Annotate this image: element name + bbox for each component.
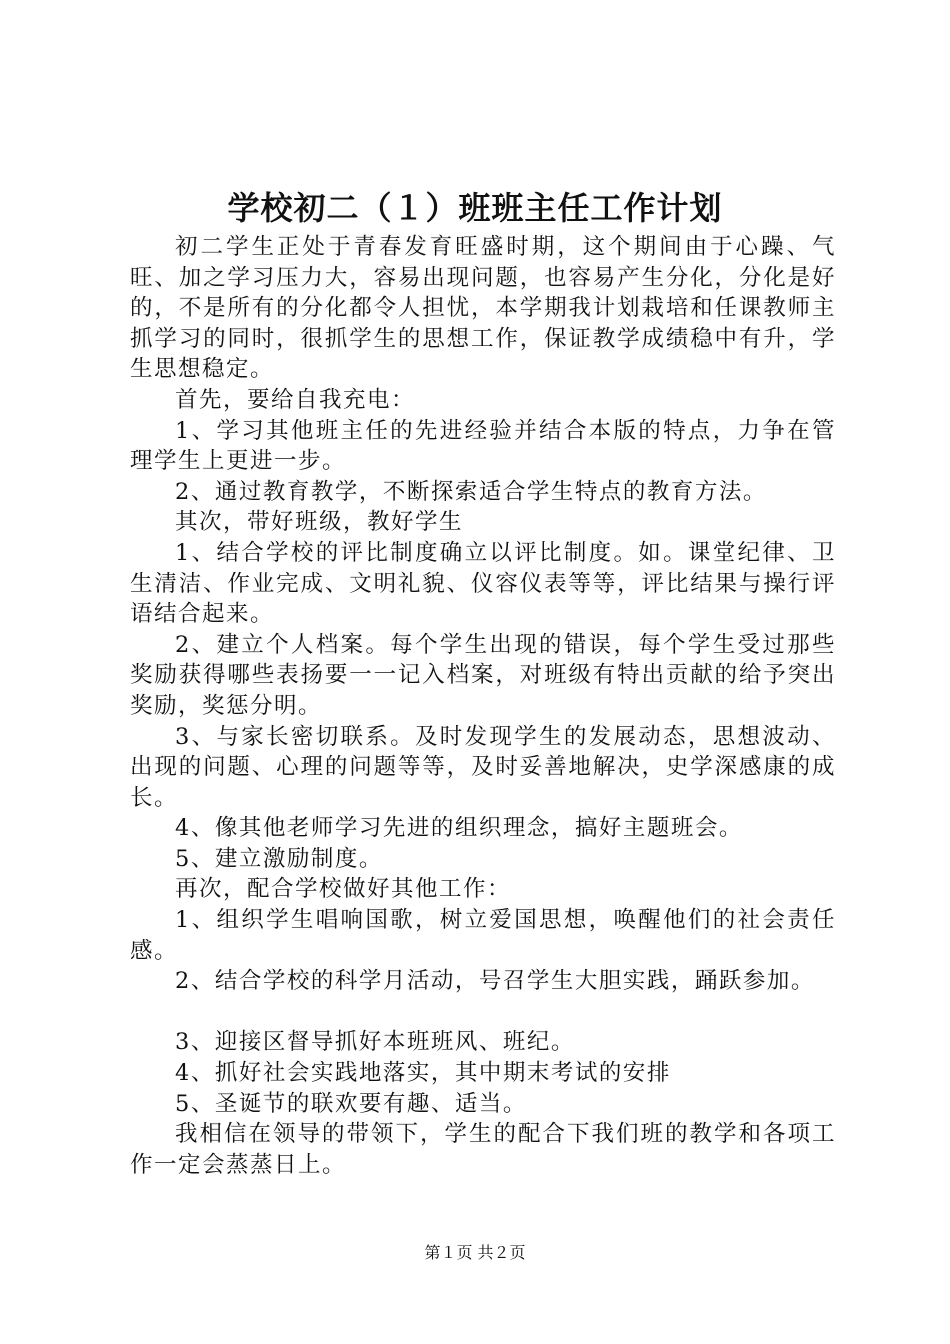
paragraph-section-first: 首先，要给自我充电： <box>175 386 416 413</box>
paragraph-first-item-1: 1、学习其他班主任的先进经验并结合本版的特点，力争在管理学生上更进一步。 <box>130 417 836 475</box>
page-footer: 第１页 共２页 <box>424 1243 526 1262</box>
paragraph-section-third: 再次，配合学校做好其他工作： <box>175 876 512 903</box>
paragraph-first-item-2: 2、通过教育教学，不断探索适合学生特点的教育方法。 <box>175 478 767 505</box>
paragraph-second-item-3: 3、与家长密切联系。及时发现学生的发展动态，思想波动、出现的问题、心理的问题等等，及时妥善地解决，史学深感康的成长。 <box>130 723 836 811</box>
document-body <box>130 232 836 1180</box>
paragraph-third-item-2: 2、结合学校的科学月活动，号召学生大胆实践，踊跃参加。 <box>175 968 815 995</box>
document-title: 学校初二（１）班班主任工作计划 <box>227 189 723 227</box>
paragraph-second-item-2: 2、建立个人档案。每个学生出现的错误，每个学生受过那些奖励获得哪些表扬要一一记入档案，对班级有特出贡献的给予突出奖励，奖惩分明。 <box>130 631 836 719</box>
paragraph-section-second: 其次，带好班级，教好学生 <box>175 509 464 536</box>
paragraph-third-item-4: 4、抓好社会实践地落实，其中期末考试的安排 <box>175 1060 671 1087</box>
paragraph-second-item-1: 1、结合学校的评比制度确立以评比制度。如。课堂纪律、卫生清洁、作业完成、文明礼貌、仪容仪表等等，评比结果与操行评语结合起来。 <box>130 539 836 628</box>
paragraph-third-item-1: 1、组织学生唱响国歌，树立爱国思想，唤醒他们的社会责任感。 <box>130 907 836 964</box>
paragraph-third-item-5: 5、圣诞节的联欢要有趣、适当。 <box>175 1090 527 1117</box>
blank-line <box>130 997 836 1028</box>
paragraph-second-item-4: 4、像其他老师学习先进的组织理念，搞好主题班会。 <box>175 815 743 842</box>
paragraph-intro: 初二学生正处于青春发育旺盛时期，这个期间由于心躁、气旺、加之学习压力大，容易出现问题，也容易产生分化，分化是好的，不是所有的分化都令人担忧，本学期我计划栽培和任课教师主抓学习的同时，很抓学生的思想工作，保证教学成绩稳中有升，学生思想稳定。 <box>130 234 836 383</box>
paragraph-conclusion: 我相信在领导的带领下，学生的配合下我们班的教学和各项工作一定会蒸蒸日上。 <box>130 1121 836 1178</box>
paragraph-second-item-5: 5、建立激励制度。 <box>175 845 383 872</box>
paragraph-third-item-3: 3、迎接区督导抓好本班班风、班纪。 <box>175 1029 575 1056</box>
